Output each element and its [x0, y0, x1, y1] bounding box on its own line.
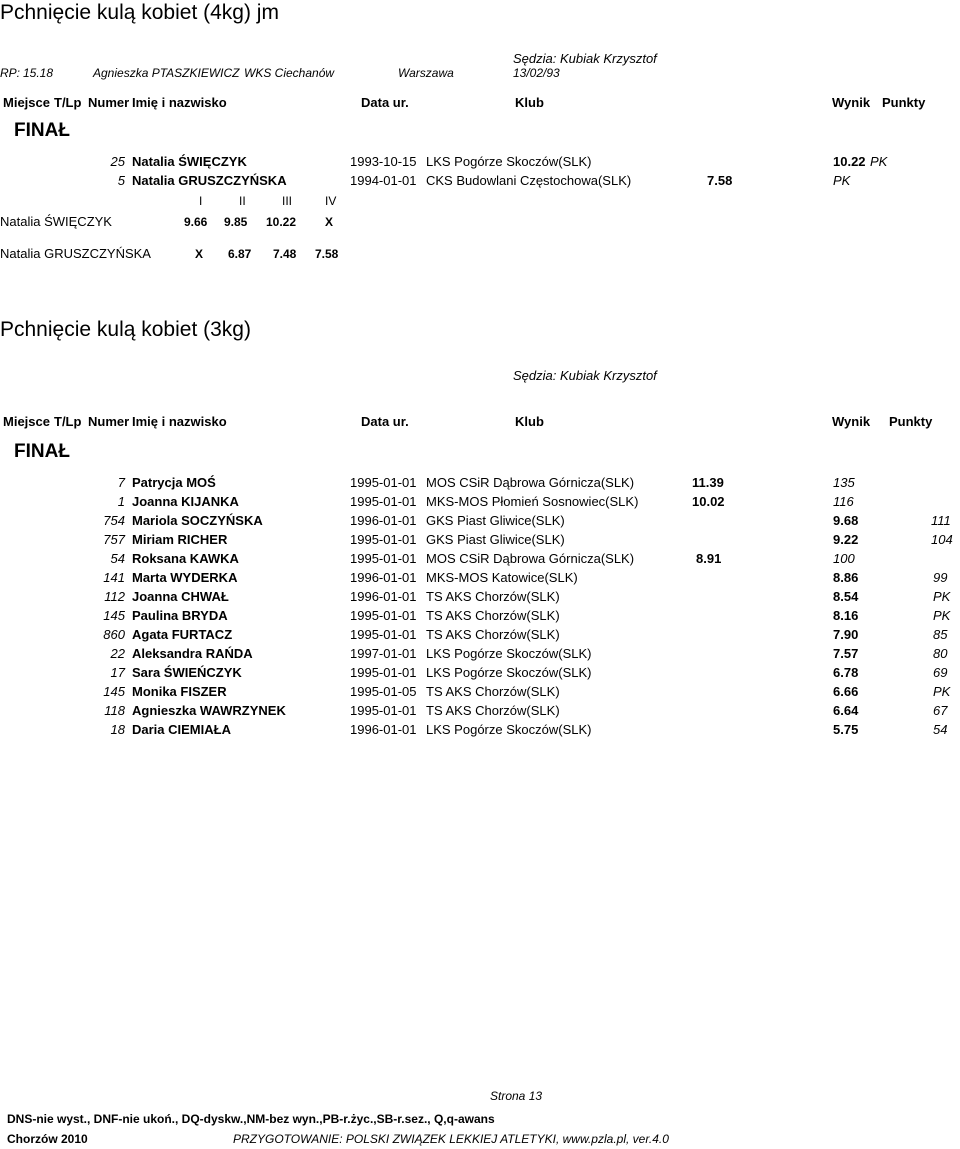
header-club: Klub	[515, 414, 544, 429]
athlete-dob: 1996-01-01	[350, 722, 417, 737]
athlete-points: 116	[833, 494, 854, 509]
athlete-dob: 1995-01-01	[350, 665, 417, 680]
section2-title: Pchnięcie kulą kobiet (3kg)	[0, 318, 251, 341]
athlete-number: 118	[104, 703, 125, 718]
athlete-dob: 1993-10-15	[350, 154, 417, 169]
header-tlp: T/Lp	[54, 95, 82, 110]
athlete-dob: 1995-01-01	[350, 627, 417, 642]
athlete-number: 7	[117, 475, 125, 490]
athlete-points: PK	[833, 173, 851, 188]
athlete-number: 754	[103, 513, 125, 528]
athlete-points: PK	[870, 154, 888, 169]
header-name: Imię i nazwisko	[132, 414, 227, 429]
athlete-number: 25	[110, 154, 125, 169]
athlete-result: 7.90	[833, 627, 859, 642]
athlete-points: 104	[931, 532, 953, 547]
athlete-number: 1	[117, 494, 125, 509]
header-result: Wynik	[832, 95, 871, 110]
athlete-points: PK	[933, 608, 951, 623]
athlete-points: PK	[933, 684, 951, 699]
athlete-name: Paulina BRYDA	[132, 608, 228, 623]
attempt-athlete-name: Natalia GRUSZCZYŃSKA	[0, 246, 151, 261]
header-place: Miejsce	[3, 414, 50, 429]
section1-title: Pchnięcie kulą kobiet (4kg) jm	[0, 1, 279, 24]
athlete-name: Joanna CHWAŁ	[132, 589, 229, 604]
header-dob: Data ur.	[361, 414, 409, 429]
athlete-points: 85	[933, 627, 948, 642]
athlete-name: Miriam RICHER	[132, 532, 228, 547]
athlete-number: 757	[103, 532, 125, 547]
attempt-athlete-name: Natalia ŚWIĘCZYK	[0, 214, 112, 229]
athlete-name: Marta WYDERKA	[132, 570, 238, 585]
athlete-result: 6.78	[833, 665, 859, 680]
athlete-dob: 1996-01-01	[350, 513, 417, 528]
athlete-name: Sara ŚWIEŃCZYK	[132, 665, 242, 680]
attempt-header-4: IV	[325, 194, 337, 208]
athlete-club: MKS-MOS Katowice(SLK)	[426, 570, 578, 585]
athlete-result: 6.66	[833, 684, 859, 699]
attempt-value: X	[195, 247, 204, 261]
footer-legend: DNS-nie wyst., DNF-nie ukoń., DQ-dyskw.,NM-bez wyn.,PB-r.życ.,SB-r.sez., Q,q-awans	[7, 1112, 495, 1126]
record-date: 13/02/93	[513, 66, 560, 80]
athlete-number: 5	[117, 173, 125, 188]
athlete-result: 8.91	[696, 551, 722, 566]
attempt-header-2: II	[239, 194, 246, 208]
header-dob: Data ur.	[361, 95, 409, 110]
athlete-points: 67	[933, 703, 948, 718]
athlete-name: Agata FURTACZ	[132, 627, 233, 642]
header-place: Miejsce	[3, 95, 50, 110]
athlete-dob: 1996-01-01	[350, 570, 417, 585]
header-number: Numer	[88, 414, 130, 429]
athlete-club: LKS Pogórze Skoczów(SLK)	[426, 646, 592, 661]
athlete-result: 8.86	[833, 570, 859, 585]
header-tlp: T/Lp	[54, 414, 82, 429]
athlete-number: 141	[103, 570, 125, 585]
header-club: Klub	[515, 95, 544, 110]
attempt-value: 9.66	[184, 215, 208, 229]
athlete-club: TS AKS Chorzów(SLK)	[426, 608, 560, 623]
athlete-result: 8.16	[833, 608, 859, 623]
athlete-result: 7.57	[833, 646, 859, 661]
attempt-value: 9.85	[224, 215, 248, 229]
athlete-points: 135	[833, 475, 855, 490]
athlete-name: Aleksandra RAŃDA	[132, 646, 253, 661]
athlete-name: Natalia ŚWIĘCZYK	[132, 154, 247, 169]
athlete-result: 7.58	[707, 173, 733, 188]
athlete-dob: 1996-01-01	[350, 589, 417, 604]
footer-location: Chorzów 2010	[7, 1132, 88, 1146]
athlete-dob: 1995-01-01	[350, 532, 417, 547]
athlete-dob: 1995-01-01	[350, 703, 417, 718]
header-result: Wynik	[832, 414, 871, 429]
athlete-name: Daria CIEMIAŁA	[132, 722, 231, 737]
attempt-value: 10.22	[266, 215, 297, 229]
attempt-value: 6.87	[228, 247, 252, 261]
section1-round-label: FINAŁ	[14, 120, 70, 141]
athlete-points: 100	[833, 551, 855, 566]
athlete-points: 111	[931, 513, 951, 528]
section2-judge: Sędzia: Kubiak Krzysztof	[513, 368, 657, 383]
athlete-number: 145	[103, 684, 125, 699]
header-number: Numer	[88, 95, 130, 110]
athlete-number: 17	[110, 665, 125, 680]
record-city: Warszawa	[398, 66, 454, 80]
athlete-club: MKS-MOS Płomień Sosnowiec(SLK)	[426, 494, 639, 509]
section2-round-label: FINAŁ	[14, 441, 70, 462]
athlete-club: TS AKS Chorzów(SLK)	[426, 589, 560, 604]
footer-prepared: PRZYGOTOWANIE: POLSKI ZWIĄZEK LEKKIEJ ATLETYKI, www.pzla.pl, ver.4.0	[233, 1132, 669, 1146]
athlete-dob: 1995-01-01	[350, 494, 417, 509]
athlete-number: 112	[104, 589, 125, 604]
athlete-dob: 1994-01-01	[350, 173, 417, 188]
attempt-value: 7.58	[315, 247, 339, 261]
athlete-number: 54	[110, 551, 125, 566]
athlete-number: 18	[110, 722, 125, 737]
athlete-name: Monika FISZER	[132, 684, 227, 699]
athlete-club: GKS Piast Gliwice(SLK)	[426, 532, 565, 547]
athlete-result: 10.02	[692, 494, 725, 509]
record-holder: Agnieszka PTASZKIEWICZ	[93, 66, 240, 80]
athlete-name: Mariola SOCZYŃSKA	[132, 513, 263, 528]
athlete-club: CKS Budowlani Częstochowa(SLK)	[426, 173, 632, 188]
athlete-name: Agnieszka WAWRZYNEK	[132, 703, 286, 718]
athlete-club: LKS Pogórze Skoczów(SLK)	[426, 722, 592, 737]
athlete-points: PK	[933, 589, 951, 604]
attempt-header-1: I	[199, 194, 203, 208]
athlete-name: Patrycja MOŚ	[132, 475, 216, 490]
athlete-result: 9.68	[833, 513, 859, 528]
athlete-club: LKS Pogórze Skoczów(SLK)	[426, 154, 592, 169]
athlete-points: 69	[933, 665, 948, 680]
athlete-club: TS AKS Chorzów(SLK)	[426, 684, 560, 699]
athlete-number: 145	[103, 608, 125, 623]
athlete-result: 5.75	[833, 722, 859, 737]
athlete-club: GKS Piast Gliwice(SLK)	[426, 513, 565, 528]
attempt-value: 7.48	[273, 247, 297, 261]
athlete-club: MOS CSiR Dąbrowa Górnicza(SLK)	[426, 475, 635, 490]
athlete-name: Joanna KIJANKA	[132, 494, 239, 509]
athlete-dob: 1995-01-01	[350, 608, 417, 623]
athlete-result: 8.54	[833, 589, 859, 604]
header-name: Imię i nazwisko	[132, 95, 227, 110]
record-value: 15.18	[23, 66, 54, 80]
athlete-dob: 1995-01-05	[350, 684, 417, 699]
athlete-dob: 1995-01-01	[350, 551, 417, 566]
record-label: RP:	[0, 66, 21, 80]
athlete-club: LKS Pogórze Skoczów(SLK)	[426, 665, 592, 680]
athlete-result: 10.22	[833, 154, 866, 169]
athlete-club: MOS CSiR Dąbrowa Górnicza(SLK)	[426, 551, 635, 566]
athlete-number: 22	[110, 646, 125, 661]
record-club: WKS Ciechanów	[244, 66, 335, 80]
athlete-club: TS AKS Chorzów(SLK)	[426, 627, 560, 642]
athlete-result: 6.64	[833, 703, 859, 718]
athlete-points: 80	[933, 646, 948, 661]
athlete-points: 99	[933, 570, 948, 585]
header-points: Punkty	[889, 414, 933, 429]
athlete-club: TS AKS Chorzów(SLK)	[426, 703, 560, 718]
athlete-name: Roksana KAWKA	[132, 551, 239, 566]
section1-judge: Sędzia: Kubiak Krzysztof	[513, 51, 657, 66]
page-number: Strona 13	[490, 1089, 543, 1103]
athlete-number: 860	[103, 627, 125, 642]
athlete-result: 11.39	[692, 475, 724, 490]
athlete-result: 9.22	[833, 532, 859, 547]
athlete-dob: 1995-01-01	[350, 475, 417, 490]
athlete-points: 54	[933, 722, 948, 737]
attempt-header-3: III	[282, 194, 293, 208]
athlete-name: Natalia GRUSZCZYŃSKA	[132, 173, 287, 188]
attempt-value: X	[325, 215, 334, 229]
header-points: Punkty	[882, 95, 926, 110]
athlete-dob: 1997-01-01	[350, 646, 417, 661]
